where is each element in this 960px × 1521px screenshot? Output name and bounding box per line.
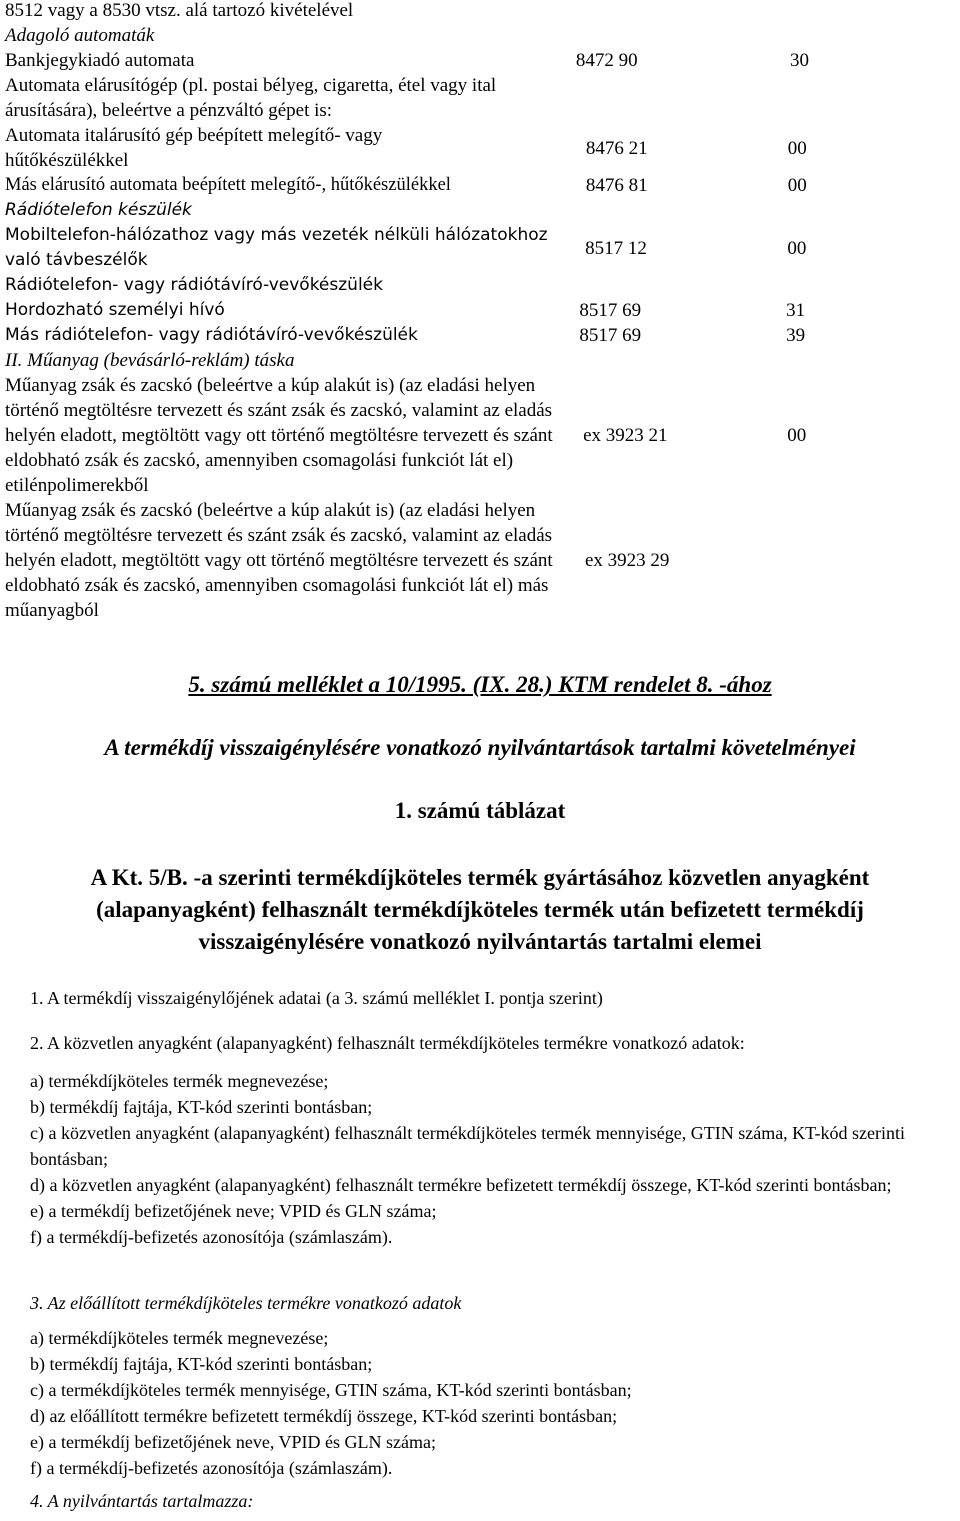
table-row	[5, 348, 955, 373]
heading-prefix: A Kt. 5/B.	[90, 865, 188, 890]
annex-title-main: 5. számú melléklet a 10/1995. (IX. 28.) KTM rendelet 8.	[188, 672, 714, 697]
list-item: b) termékdíj fajtája, KT-kód szerinti bontásban;	[30, 1097, 373, 1117]
item-subcode: 30	[790, 50, 810, 71]
item-code: 8476 21	[585, 137, 648, 159]
item-code: ex 3923 29	[585, 550, 670, 571]
table-row	[5, 173, 955, 198]
list-item: d) az előállított termékre befizetett termékdíj összege, KT-kód szerinti bontásban;	[30, 1406, 618, 1426]
list-item: f) a termékdíj-befizetés azonosítója (számlaszám).	[30, 1227, 393, 1247]
list-item: e) a termékdíj befizetőjének neve; VPID és GLN száma;	[30, 1201, 437, 1221]
item-code: 8476 81	[585, 175, 648, 196]
table-label: 1. számú táblázat	[394, 798, 566, 823]
item-name: Más elárusító automata beépített melegítő-, hűtőkészülékkel	[5, 175, 451, 195]
item-name: Automata italárusító gép beépített melegítő- vagy hűtőkészülékkel	[5, 125, 383, 171]
section-3: 3. Az előállított termékdíjköteles termékre vonatkozó adatok	[30, 1293, 462, 1313]
table-row	[5, 498, 955, 623]
item-name: Rádiótelefon- vagy rádiótávíró-vevőkészülék	[5, 275, 383, 295]
list-item: a) termékdíjköteles termék megnevezése;	[30, 1071, 329, 1091]
table-row	[5, 23, 955, 48]
section-2-list	[30, 1068, 960, 1250]
item-name: Automata elárusítógép (pl. postai bélyeg, cigaretta, étel vagy ital árusítására), beleértve a pénzváltó gépet is:	[5, 75, 497, 121]
list-item: c) a termékdíjköteles termék mennyisége, GTIN száma, KT-kód szerinti bontásban;	[30, 1380, 632, 1400]
item-subcode: 00	[787, 425, 807, 446]
item-name: Mobiltelefon-hálózathoz vagy más vezeték nélküli hálózatokhoz való távbeszélők	[5, 225, 548, 270]
item-code: 8517 12	[585, 237, 647, 259]
item-name: II. Műanyag (bevásárló-reklám) táska	[5, 350, 295, 371]
section-4: 4. A nyilvántartás tartalmazza:	[30, 1491, 254, 1511]
item-subcode: 00	[787, 237, 807, 259]
item-name: Rádiótelefon készülék	[5, 200, 192, 220]
section-2: 2. A közvetlen anyagként (alapanyagként) felhasznált termékdíjköteles termékre vonatkozó adatok:	[30, 1033, 745, 1053]
list-item: b) termékdíj fajtája, KT-kód szerinti bontásban;	[30, 1354, 373, 1374]
item-code: 8517 69	[579, 325, 642, 346]
table-row	[5, 323, 955, 348]
item-name: Adagoló automaták	[5, 25, 155, 46]
item-code: ex 3923 21	[583, 425, 668, 446]
item-code: 8517 69	[579, 300, 642, 321]
table-row	[5, 373, 955, 498]
table-row	[5, 0, 955, 23]
item-name: Bankjegykiadó automata	[5, 50, 195, 71]
annex-title-suffix: -ához	[713, 672, 772, 697]
table-row	[5, 223, 955, 273]
tariff-table	[5, 0, 955, 623]
item-name: Műanyag zsák és zacskó (beleértve a kúp alakút is) (az eladási helyen történő megtöltésre tervezett és szánt zsák és zacskó, valamint az eladás helyén eladott, megtöltött vagy ott történő megtöltésre tervezett és szánt eldobható zsák és zacskó, amennyiben csomagolási funkciót lát el) más műanyagból	[5, 500, 553, 621]
item-subcode: 31	[786, 300, 806, 321]
table-row	[5, 273, 955, 298]
list-item: d) a közvetlen anyagként (alapanyagként) felhasznált termékre befizetett termékdíj összege, KT-kód szerinti bontásban;	[30, 1175, 892, 1195]
list-item: e) a termékdíj befizetőjének neve, VPID és GLN száma;	[30, 1432, 437, 1452]
list-item: c) a közvetlen anyagként (alapanyagként) felhasznált termékdíjköteles termék mennyisége, GTIN száma, KT-kód szerinti bontásban;	[30, 1123, 905, 1169]
section-1: 1. A termékdíj visszaigénylőjének adatai (a 3. számú melléklet I. pontja szerint)	[30, 988, 603, 1008]
item-name: 8512 vagy a 8530 vtsz. alá tartozó kivételével	[5, 0, 354, 21]
annex-title	[0, 672, 960, 697]
table-row	[5, 198, 955, 223]
table-row	[5, 123, 955, 173]
item-name: Hordozható személyi hívó	[5, 300, 225, 320]
item-name: Műanyag zsák és zacskó (beleértve a kúp alakút is) (az eladási helyen történő megtöltésre tervezett és szánt zsák és zacskó, valamint az eladás helyén eladott, megtöltött vagy ott történő megtöltésre tervezett és szánt eldobható zsák és zacskó, amennyiben csomagolási funkciót lát el) etilénpolimerekből	[5, 375, 553, 496]
section-heading	[60, 862, 900, 958]
table-row	[5, 298, 955, 323]
heading-rest: -a szerinti termékdíjköteles termék gyártásához közvetlen anyagként (alapanyagként) felhasznált termékdíjköteles termék után befizetett termékdíj visszaigénylésére vonatkozó nyilvántartás tartalmi elemei	[96, 865, 870, 954]
list-item: a) termékdíjköteles termék megnevezése;	[30, 1328, 329, 1348]
item-name: Más rádiótelefon- vagy rádiótávíró-vevőkészülék	[5, 325, 418, 345]
section-3-list	[30, 1325, 960, 1481]
list-item: f) a termékdíj-befizetés azonosítója (számlaszám).	[30, 1458, 393, 1478]
table-row	[5, 48, 955, 73]
annex-subtitle: A termékdíj visszaigénylésére vonatkozó nyilvántartások tartalmi követelményei	[104, 735, 856, 760]
item-subcode: 00	[787, 137, 807, 159]
table-row	[5, 73, 955, 123]
item-code: 8472 90	[575, 50, 638, 71]
item-subcode: 39	[786, 325, 806, 346]
item-subcode: 00	[787, 175, 807, 196]
